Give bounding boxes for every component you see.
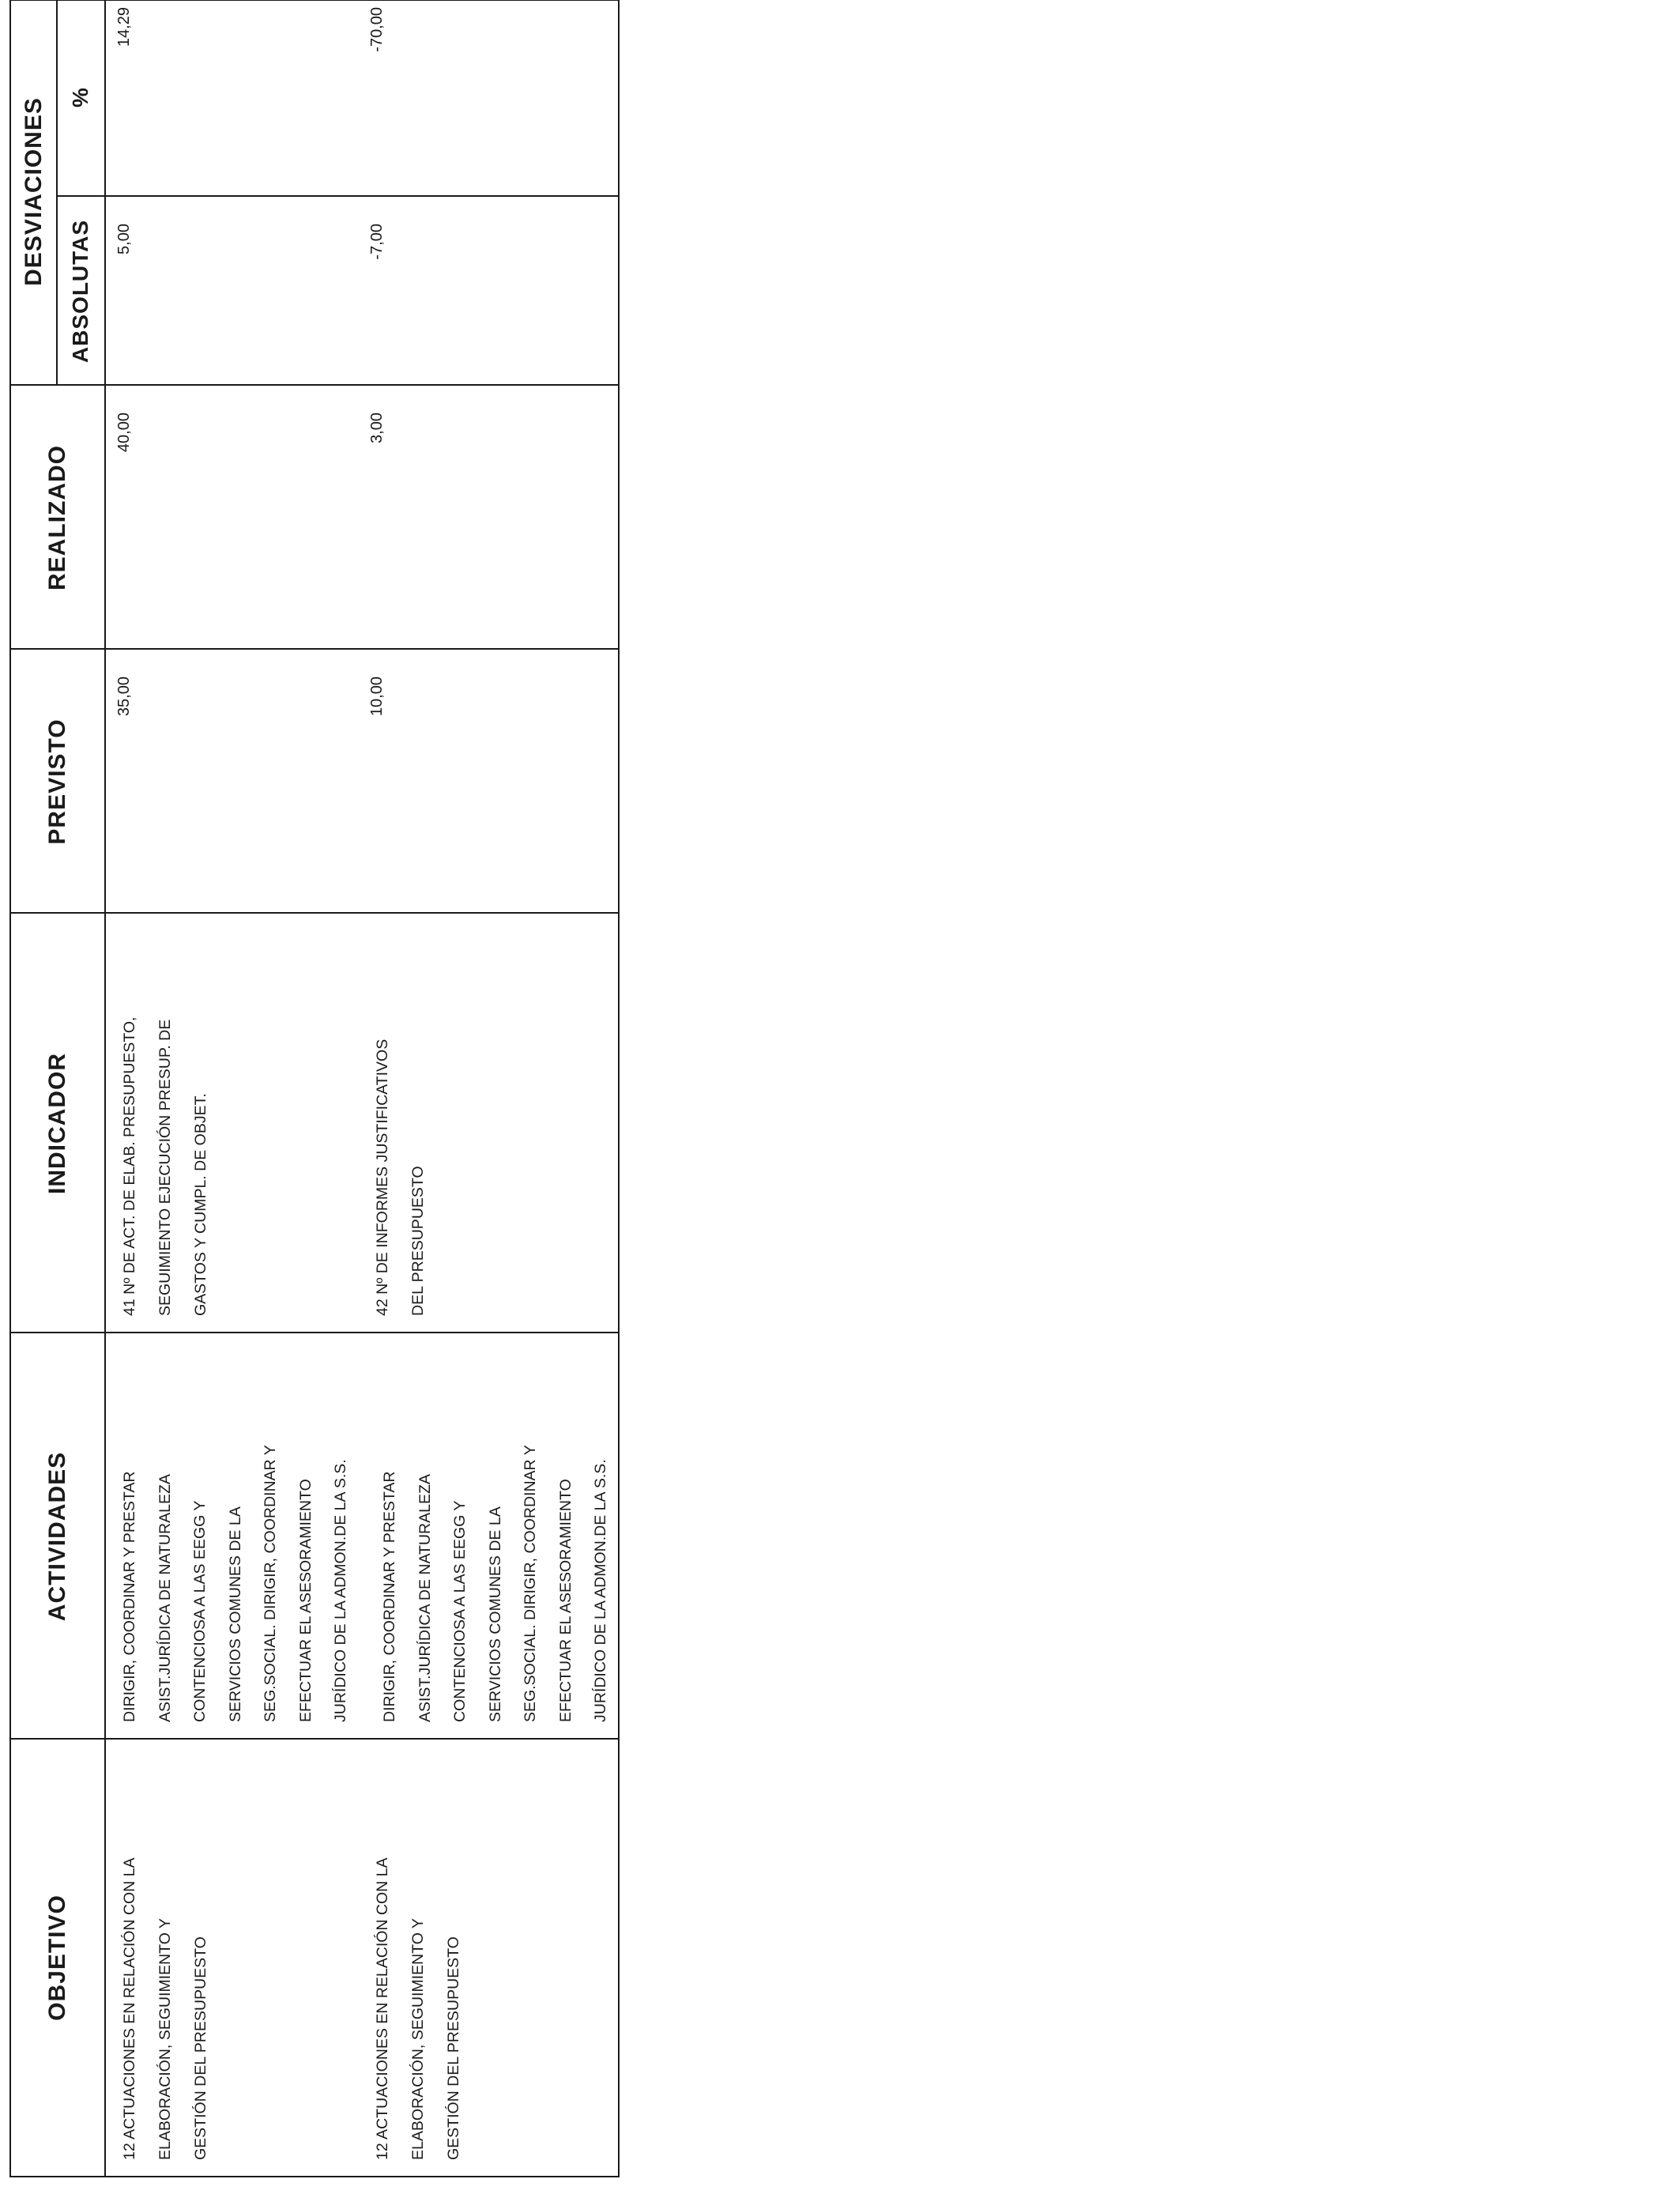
row2-actividades: DIRIGIR, COORDINAR Y PRESTAR ASIST.JURÍDICA DE NATURALEZA CONTENCIOSA A LAS EEGG Y SERVICIOS COMUNES DE LA SEG.SOCIAL. DIRIGIR, COORDINAR Y EFECTUAR EL ASESORAMIENTO JURÍDICO DE LA ADMON.DE LA S.S. [381,1445,609,1722]
row1-indicador: 41 Nº DE ACT. DE ELAB. PRESUPUESTO, SEGUIMIENTO EJECUCIÓN PRESUP. DE GASTOS Y CUMPL. DE OBJET. [121,1016,209,1316]
row2-previsto: 10,00 [368,677,386,717]
row2-absolutas: -7,00 [368,224,386,260]
row1-absolutas: 5,00 [115,224,133,254]
header-porcentaje: % [67,87,92,107]
col-divider-6 [56,195,618,197]
header-actividades: ACTIVIDADES [44,1451,70,1622]
header-indicador: INDICADOR [44,1053,70,1194]
header-previsto: PREVISTO [44,718,70,845]
row2-indicador: 42 Nº DE INFORMES JUSTIFICATIVOS DEL PRESUPUESTO [374,1039,427,1316]
row1-porcentaje: 14,29 [115,7,133,47]
header-objetivo: OBJETIVO [44,1894,70,2021]
row1-objetivo: 12 ACTUACIONES EN RELACIÓN CON LA ELABORACIÓN, SEGUIMIENTO Y GESTIÓN DEL PRESUPUESTO [121,1857,209,2160]
header-realizado: REALIZADO [44,445,70,590]
row1-previsto: 35,00 [115,677,133,717]
header-desviaciones: DESVIACIONES [20,97,47,286]
row2-objetivo: 12 ACTUACIONES EN RELACIÓN CON LA ELABORACIÓN, SEGUIMIENTO Y GESTIÓN DEL PRESUPUESTO [374,1857,462,2160]
header-absolutas: ABSOLUTAS [67,219,92,364]
header-divider [104,1,106,2176]
row2-porcentaje: -70,00 [368,7,386,52]
row1-actividades: DIRIGIR, COORDINAR Y PRESTAR ASIST.JURÍDICA DE NATURALEZA CONTENCIOSA A LAS EEGG Y SERVICIOS COMUNES DE LA SEG.SOCIAL. DIRIGIR, COORDINAR Y EFECTUAR EL ASESORAMIENTO JURÍDICO DE LA ADMON.DE LA S.S. [121,1445,349,1722]
row1-realizado: 40,00 [115,413,133,453]
indicator-table [9,0,620,2177]
row2-realizado: 3,00 [368,413,386,443]
